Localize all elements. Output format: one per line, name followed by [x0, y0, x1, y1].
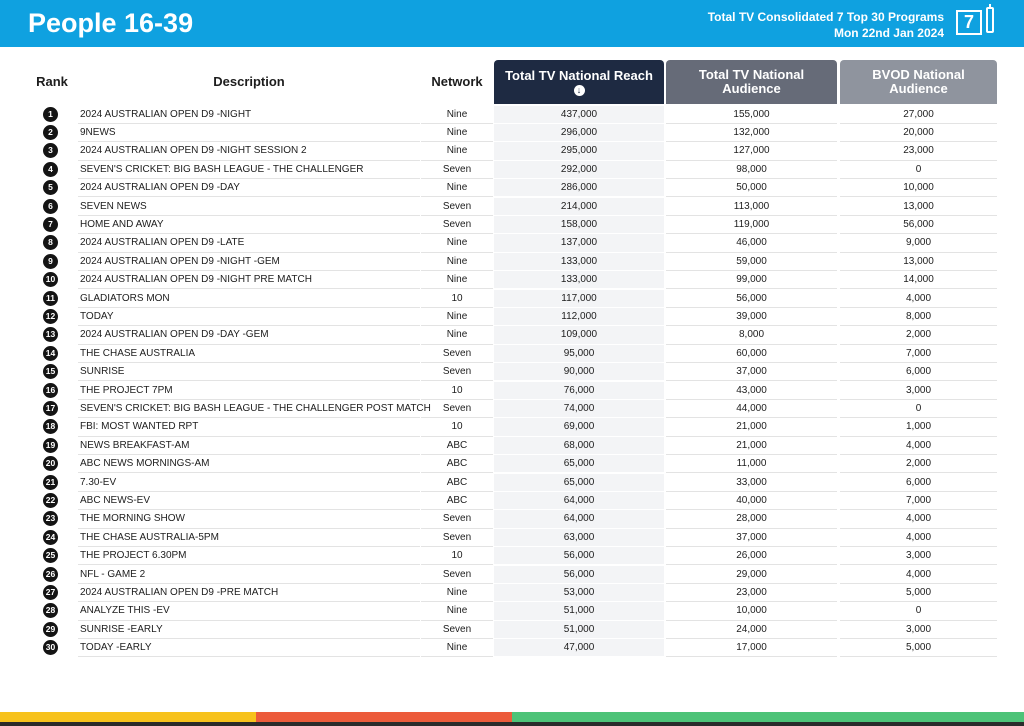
rank-badge: 14	[43, 346, 58, 361]
rank-badge: 1	[43, 107, 58, 122]
bvod-cell: 7,000	[840, 492, 997, 510]
audience-cell: 59,000	[666, 253, 837, 271]
table-row[interactable]	[0, 271, 1024, 289]
table-row[interactable]	[0, 382, 1024, 400]
table-row[interactable]	[0, 529, 1024, 547]
rank-badge: 19	[43, 438, 58, 453]
col-header-audience-line1: Total TV National	[698, 67, 805, 82]
network-cell: ABC	[421, 455, 493, 473]
rank-badge: 26	[43, 567, 58, 582]
audience-cell: 40,000	[666, 492, 837, 510]
bvod-cell: 56,000	[840, 216, 997, 234]
audience-cell: 127,000	[666, 142, 837, 160]
program-description: THE PROJECT 6.30PM	[78, 547, 420, 565]
table-row[interactable]	[0, 621, 1024, 639]
audience-cell: 10,000	[666, 602, 837, 620]
audience-cell: 29,000	[666, 566, 837, 584]
program-description: 2024 AUSTRALIAN OPEN D9 -PRE MATCH	[78, 584, 420, 602]
audience-cell: 21,000	[666, 418, 837, 436]
network-cell: Nine	[421, 106, 493, 124]
table-row[interactable]	[0, 566, 1024, 584]
footer-bar-yellow	[0, 712, 256, 722]
rank-badge: 17	[43, 401, 58, 416]
reach-cell: 63,000	[494, 529, 664, 547]
rank-cell	[43, 639, 59, 657]
audience-cell: 33,000	[666, 474, 837, 492]
rank-cell	[43, 198, 59, 216]
audience-cell: 8,000	[666, 326, 837, 344]
audience-cell: 44,000	[666, 400, 837, 418]
bvod-cell: 27,000	[840, 106, 997, 124]
table-row[interactable]	[0, 584, 1024, 602]
program-description: GLADIATORS MON	[78, 290, 420, 308]
network-cell: Seven	[421, 363, 493, 381]
rank-badge: 7	[43, 217, 58, 232]
audience-cell: 43,000	[666, 382, 837, 400]
reach-cell: 292,000	[494, 161, 664, 179]
rank-cell	[43, 345, 59, 363]
network-cell: Nine	[421, 271, 493, 289]
network-cell: Seven	[421, 345, 493, 363]
program-description: 7.30-EV	[78, 474, 420, 492]
col-header-audience-line2: Audience	[722, 81, 781, 96]
program-description: 2024 AUSTRALIAN OPEN D9 -DAY	[78, 179, 420, 197]
reach-cell: 65,000	[494, 474, 664, 492]
reach-cell: 64,000	[494, 510, 664, 528]
col-header-description[interactable]	[78, 60, 420, 104]
bvod-cell: 1,000	[840, 418, 997, 436]
audience-cell: 113,000	[666, 198, 837, 216]
rank-badge: 13	[43, 327, 58, 342]
network-cell: ABC	[421, 492, 493, 510]
audience-cell: 23,000	[666, 584, 837, 602]
reach-cell: 295,000	[494, 142, 664, 160]
rank-badge: 10	[43, 272, 58, 287]
rank-cell	[43, 418, 59, 436]
rank-badge: 24	[43, 530, 58, 545]
col-header-description-label: Description	[213, 74, 285, 89]
col-header-bvod-line1: BVOD National	[872, 67, 965, 82]
reach-cell: 133,000	[494, 271, 664, 289]
table-row[interactable]	[0, 510, 1024, 528]
rank-badge: 8	[43, 235, 58, 250]
program-description: THE PROJECT 7PM	[78, 382, 420, 400]
audience-cell: 26,000	[666, 547, 837, 565]
table-row[interactable]	[0, 639, 1024, 657]
rank-cell	[43, 510, 59, 528]
program-description: 2024 AUSTRALIAN OPEN D9 -LATE	[78, 234, 420, 252]
audience-cell: 37,000	[666, 529, 837, 547]
bvod-cell: 14,000	[840, 271, 997, 289]
table-row[interactable]	[0, 124, 1024, 142]
reach-cell: 76,000	[494, 382, 664, 400]
rank-cell	[43, 308, 59, 326]
footer-bar-red	[256, 712, 512, 722]
program-description: THE CHASE AUSTRALIA-5PM	[78, 529, 420, 547]
audience-cell: 46,000	[666, 234, 837, 252]
network-cell: 10	[421, 290, 493, 308]
bvod-cell: 3,000	[840, 621, 997, 639]
bvod-cell: 0	[840, 602, 997, 620]
reach-cell: 56,000	[494, 566, 664, 584]
rank-cell	[43, 400, 59, 418]
bvod-cell: 6,000	[840, 363, 997, 381]
table-row[interactable]	[0, 290, 1024, 308]
audience-cell: 132,000	[666, 124, 837, 142]
table-row[interactable]	[0, 492, 1024, 510]
network-cell: Seven	[421, 161, 493, 179]
network-cell: Nine	[421, 639, 493, 657]
program-description: NFL - GAME 2	[78, 566, 420, 584]
rank-cell	[43, 253, 59, 271]
program-description: ABC NEWS-EV	[78, 492, 420, 510]
rank-badge: 20	[43, 456, 58, 471]
rank-badge: 21	[43, 475, 58, 490]
program-description: 2024 AUSTRALIAN OPEN D9 -NIGHT	[78, 106, 420, 124]
audience-cell: 24,000	[666, 621, 837, 639]
reach-cell: 109,000	[494, 326, 664, 344]
audience-cell: 11,000	[666, 455, 837, 473]
network-cell: Nine	[421, 179, 493, 197]
audience-cell: 50,000	[666, 179, 837, 197]
bvod-cell: 6,000	[840, 474, 997, 492]
reach-cell: 69,000	[494, 418, 664, 436]
network-cell: Nine	[421, 142, 493, 160]
bvod-cell: 5,000	[840, 639, 997, 657]
audience-cell: 155,000	[666, 106, 837, 124]
reach-cell: 133,000	[494, 253, 664, 271]
rank-cell	[43, 326, 59, 344]
rank-badge: 12	[43, 309, 58, 324]
page-title: People 16-39	[28, 8, 194, 38]
network-cell: Nine	[421, 326, 493, 344]
rank-badge: 23	[43, 511, 58, 526]
rank-cell	[43, 234, 59, 252]
rank-badge: 27	[43, 585, 58, 600]
rank-badge: 16	[43, 383, 58, 398]
bvod-cell: 13,000	[840, 253, 997, 271]
rank-cell	[43, 621, 59, 639]
reach-cell: 296,000	[494, 124, 664, 142]
rank-badge: 30	[43, 640, 58, 655]
program-description: SEVEN NEWS	[78, 198, 420, 216]
audience-cell: 28,000	[666, 510, 837, 528]
network-cell: Nine	[421, 124, 493, 142]
table-row[interactable]	[0, 455, 1024, 473]
reach-cell: 51,000	[494, 621, 664, 639]
network-cell: Nine	[421, 584, 493, 602]
reach-cell: 68,000	[494, 437, 664, 455]
reach-cell: 51,000	[494, 602, 664, 620]
table-row[interactable]	[0, 106, 1024, 124]
bvod-cell: 0	[840, 161, 997, 179]
program-description: 2024 AUSTRALIAN OPEN D9 -NIGHT SESSION 2	[78, 142, 420, 160]
program-description: THE CHASE AUSTRALIA	[78, 345, 420, 363]
audience-cell: 98,000	[666, 161, 837, 179]
rank-badge: 11	[43, 291, 58, 306]
reach-cell: 53,000	[494, 584, 664, 602]
table-row[interactable]	[0, 179, 1024, 197]
report-subtitle	[708, 9, 944, 41]
rank-badge: 9	[43, 254, 58, 269]
reach-cell: 95,000	[494, 345, 664, 363]
rank-cell	[43, 142, 59, 160]
bvod-cell: 7,000	[840, 345, 997, 363]
program-description: 2024 AUSTRALIAN OPEN D9 -NIGHT PRE MATCH	[78, 271, 420, 289]
bvod-cell: 10,000	[840, 179, 997, 197]
network-cell: Seven	[421, 529, 493, 547]
network-cell: Nine	[421, 253, 493, 271]
rank-badge: 28	[43, 603, 58, 618]
bvod-cell: 4,000	[840, 290, 997, 308]
table-row[interactable]	[0, 602, 1024, 620]
rank-cell	[43, 363, 59, 381]
bvod-cell: 23,000	[840, 142, 997, 160]
rank-badge: 5	[43, 180, 58, 195]
table-row[interactable]	[0, 547, 1024, 565]
program-description: THE MORNING SHOW	[78, 510, 420, 528]
rank-badge: 25	[43, 548, 58, 563]
network-cell: Nine	[421, 602, 493, 620]
reach-cell: 214,000	[494, 198, 664, 216]
program-description: ABC NEWS MORNINGS-AM	[78, 455, 420, 473]
rank-cell	[43, 455, 59, 473]
network-cell: Seven	[421, 510, 493, 528]
program-description: ANALYZE THIS -EV	[78, 602, 420, 620]
bvod-cell: 4,000	[840, 510, 997, 528]
rank-cell	[43, 437, 59, 455]
footer-strip	[0, 722, 1024, 726]
audience-cell: 60,000	[666, 345, 837, 363]
program-description: TODAY	[78, 308, 420, 326]
rank-cell	[43, 566, 59, 584]
program-description: 2024 AUSTRALIAN OPEN D9 -DAY -GEM	[78, 326, 420, 344]
network-cell: Seven	[421, 400, 493, 418]
table-row[interactable]	[0, 437, 1024, 455]
arrow-down-circle-icon[interactable]: ↓	[574, 85, 585, 96]
reach-cell: 137,000	[494, 234, 664, 252]
rank-badge: 6	[43, 199, 58, 214]
rank-badge: 18	[43, 419, 58, 434]
seven-logo: 7	[956, 10, 982, 35]
program-description: HOME AND AWAY	[78, 216, 420, 234]
col-header-reach[interactable]	[494, 60, 664, 104]
header-bar	[0, 0, 1024, 47]
bvod-cell: 4,000	[840, 566, 997, 584]
reach-cell: 64,000	[494, 492, 664, 510]
network-cell: Seven	[421, 621, 493, 639]
rank-cell	[43, 124, 59, 142]
col-header-network-label: Network	[431, 74, 483, 89]
bvod-cell: 4,000	[840, 437, 997, 455]
rank-cell	[43, 216, 59, 234]
audience-cell: 21,000	[666, 437, 837, 455]
table-row[interactable]	[0, 400, 1024, 418]
col-header-audience[interactable]	[666, 60, 837, 104]
col-header-bvod[interactable]	[840, 60, 997, 104]
bvod-cell: 2,000	[840, 326, 997, 344]
reach-cell: 112,000	[494, 308, 664, 326]
network-cell: 10	[421, 382, 493, 400]
rank-cell	[43, 584, 59, 602]
table-row[interactable]	[0, 216, 1024, 234]
bvod-cell: 13,000	[840, 198, 997, 216]
rank-cell	[43, 602, 59, 620]
reach-cell: 286,000	[494, 179, 664, 197]
program-description: 2024 AUSTRALIAN OPEN D9 -NIGHT -GEM	[78, 253, 420, 271]
rank-badge: 4	[43, 162, 58, 177]
rank-badge: 15	[43, 364, 58, 379]
rank-cell	[43, 161, 59, 179]
program-description: NEWS BREAKFAST-AM	[78, 437, 420, 455]
table-row[interactable]	[0, 326, 1024, 344]
table-row[interactable]	[0, 198, 1024, 216]
table-row[interactable]	[0, 308, 1024, 326]
audience-cell: 99,000	[666, 271, 837, 289]
reach-cell: 47,000	[494, 639, 664, 657]
table-row[interactable]	[0, 253, 1024, 271]
reach-cell: 56,000	[494, 547, 664, 565]
logo-tab-icon	[986, 7, 994, 33]
audience-cell: 39,000	[666, 308, 837, 326]
rank-badge: 22	[43, 493, 58, 508]
reach-cell: 74,000	[494, 400, 664, 418]
program-description: SEVEN'S CRICKET: BIG BASH LEAGUE - THE CHALLENGER POST MATCH	[78, 400, 420, 418]
rank-badge: 29	[43, 622, 58, 637]
col-header-rank-label: Rank	[36, 74, 68, 89]
rank-cell	[43, 382, 59, 400]
table-row[interactable]	[0, 142, 1024, 160]
col-header-reach-label: Total TV National Reach	[505, 67, 653, 83]
network-cell: ABC	[421, 437, 493, 455]
rank-cell	[43, 106, 59, 124]
bvod-cell: 5,000	[840, 584, 997, 602]
table-row[interactable]	[0, 474, 1024, 492]
bvod-cell: 3,000	[840, 547, 997, 565]
network-cell: Nine	[421, 234, 493, 252]
program-description: SUNRISE	[78, 363, 420, 381]
reach-cell: 65,000	[494, 455, 664, 473]
bvod-cell: 20,000	[840, 124, 997, 142]
network-cell: Nine	[421, 308, 493, 326]
bvod-cell: 2,000	[840, 455, 997, 473]
bvod-cell: 8,000	[840, 308, 997, 326]
rank-badge: 2	[43, 125, 58, 140]
table-row[interactable]	[0, 234, 1024, 252]
network-cell: Seven	[421, 566, 493, 584]
network-cell: 10	[421, 418, 493, 436]
network-cell: ABC	[421, 474, 493, 492]
program-description: TODAY -EARLY	[78, 639, 420, 657]
bvod-cell: 4,000	[840, 529, 997, 547]
reach-cell: 158,000	[494, 216, 664, 234]
program-description: SEVEN'S CRICKET: BIG BASH LEAGUE - THE CHALLENGER	[78, 161, 420, 179]
rank-cell	[43, 547, 59, 565]
col-header-bvod-line2: Audience	[889, 81, 948, 96]
table-row[interactable]	[0, 161, 1024, 179]
rank-cell	[43, 529, 59, 547]
table-row[interactable]	[0, 418, 1024, 436]
report-subtitle-line1: Total TV Consolidated 7 Top 30 Programs	[707, 10, 944, 24]
program-description: FBI: MOST WANTED RPT	[78, 418, 420, 436]
reach-cell: 437,000	[494, 106, 664, 124]
audience-cell: 37,000	[666, 363, 837, 381]
audience-cell: 56,000	[666, 290, 837, 308]
rank-cell	[43, 290, 59, 308]
rank-cell	[43, 179, 59, 197]
network-cell: 10	[421, 547, 493, 565]
bvod-cell: 3,000	[840, 382, 997, 400]
audience-cell: 17,000	[666, 639, 837, 657]
footer-bar-green	[512, 712, 1024, 722]
table-row[interactable]	[0, 345, 1024, 363]
network-cell: Seven	[421, 198, 493, 216]
table-row[interactable]	[0, 363, 1024, 381]
col-header-rank[interactable]	[28, 60, 76, 104]
reach-cell: 117,000	[494, 290, 664, 308]
audience-cell: 119,000	[666, 216, 837, 234]
report-date: Mon 22nd Jan 2024	[833, 26, 944, 40]
rank-cell	[43, 474, 59, 492]
bvod-cell: 0	[840, 400, 997, 418]
program-description: 9NEWS	[78, 124, 420, 142]
col-header-network[interactable]	[421, 60, 493, 104]
network-cell: Seven	[421, 216, 493, 234]
program-description: SUNRISE -EARLY	[78, 621, 420, 639]
reach-cell: 90,000	[494, 363, 664, 381]
rank-cell	[43, 271, 59, 289]
rank-cell	[43, 492, 59, 510]
bvod-cell: 9,000	[840, 234, 997, 252]
rank-badge: 3	[43, 143, 58, 158]
